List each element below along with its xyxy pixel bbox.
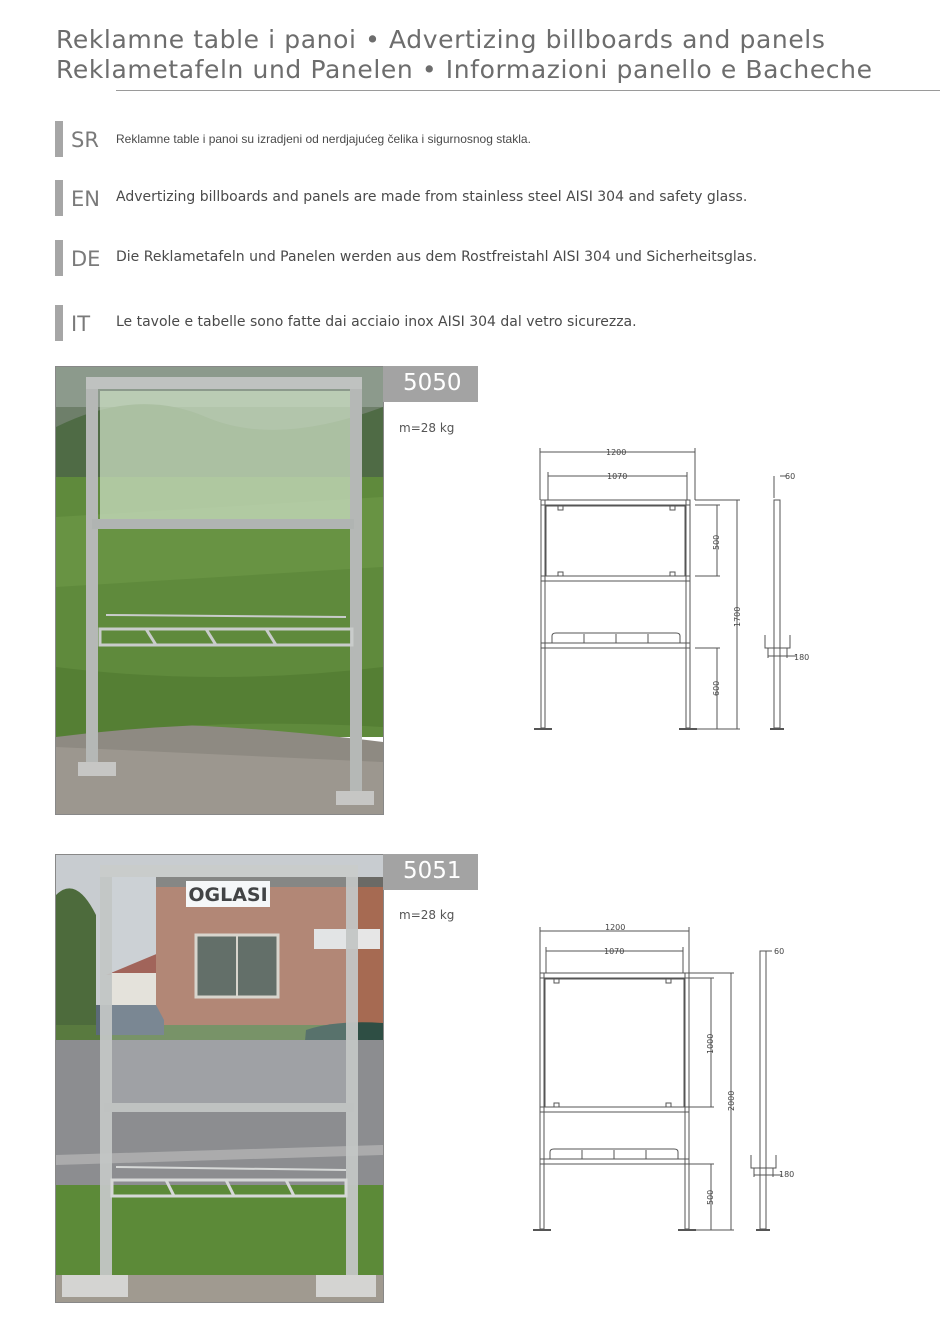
- title-divider: [116, 90, 940, 91]
- language-code: DE: [71, 247, 101, 271]
- dim-inner-width: 1070: [607, 472, 628, 481]
- technical-drawing-5051: [520, 915, 820, 1245]
- dim-panel-height: 1000: [706, 1033, 715, 1054]
- product-photo-5050: [55, 366, 384, 815]
- language-code: IT: [71, 312, 91, 336]
- language-marker-bar: [55, 121, 63, 157]
- language-code: EN: [71, 187, 100, 211]
- page-title-line-2: Reklametafeln und Panelen • Informazioni panello e Bacheche: [56, 55, 873, 84]
- page-title-line-1: Reklamne table i panoi • Advertizing billboards and panels: [56, 25, 826, 54]
- description-text: Reklamne table i panoi su izradjeni od nerdjajućeg čelika i sigurnosnog stakla.: [116, 132, 531, 146]
- sign-text: OGLASI: [188, 884, 268, 906]
- dim-shelf-depth: 180: [794, 653, 810, 662]
- product-photo-5051: [55, 854, 384, 1303]
- dim-total-height: 2000: [727, 1090, 736, 1111]
- product-code-badge: [383, 366, 478, 402]
- language-marker-bar: [55, 180, 63, 216]
- dim-shelf-depth: 180: [779, 1170, 795, 1179]
- dim-panel-height: 500: [712, 534, 721, 550]
- product-code-badge: [383, 854, 478, 890]
- dim-lower-height: 500: [706, 1189, 715, 1205]
- dim-depth: 60: [774, 947, 785, 956]
- dim-lower-height: 600: [712, 680, 721, 696]
- dim-total-width: 1200: [606, 448, 627, 457]
- product-code: 5050: [403, 370, 462, 396]
- language-marker-bar: [55, 240, 63, 276]
- description-text: Die Reklametafeln und Panelen werden aus dem Rostfreistahl AISI 304 und Sicherheitsglas.: [116, 249, 758, 265]
- product-mass: m=28 kg: [399, 421, 455, 435]
- description-text: Advertizing billboards and panels are made from stainless steel AISI 304 and safety glass.: [116, 189, 748, 205]
- language-marker-bar: [55, 305, 63, 341]
- language-code: SR: [71, 128, 99, 152]
- technical-drawing-5050: [520, 440, 820, 740]
- dim-depth: 60: [785, 472, 796, 481]
- description-text: Le tavole e tabelle sono fatte dai acciaio inox AISI 304 dal vetro sicurezza.: [116, 314, 637, 330]
- dim-total-height: 1700: [733, 606, 742, 627]
- product-code: 5051: [403, 858, 462, 884]
- dim-inner-width: 1070: [604, 947, 625, 956]
- product-mass: m=28 kg: [399, 908, 455, 922]
- dim-total-width: 1200: [605, 923, 626, 932]
